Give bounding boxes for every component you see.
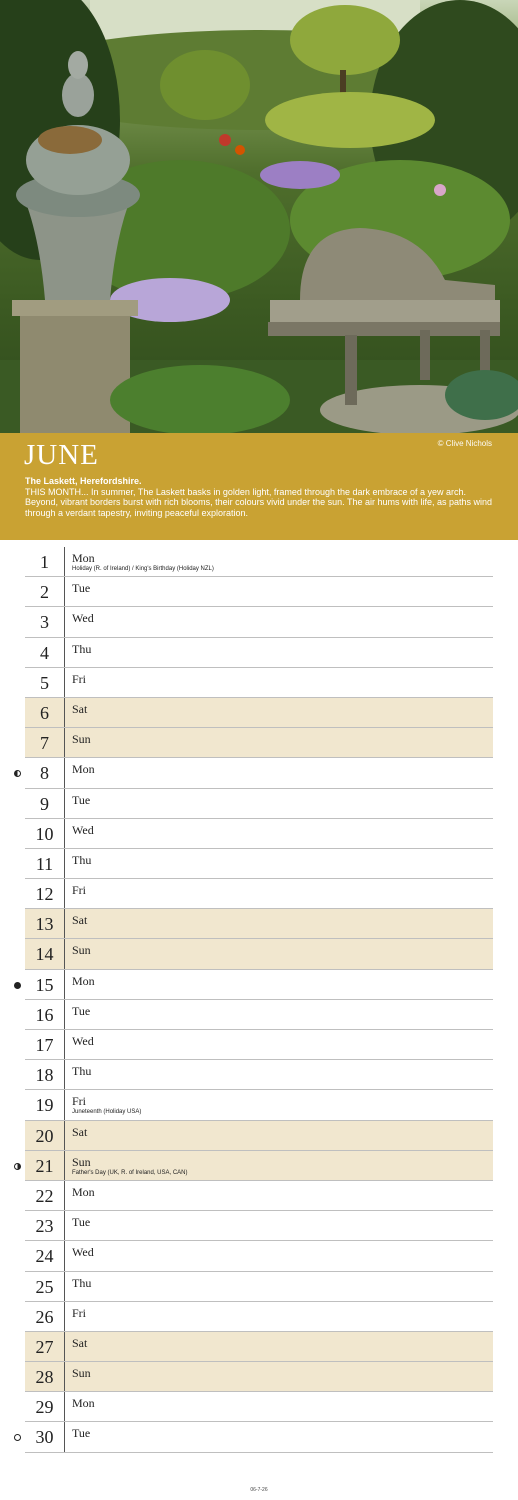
day-number: 3 — [40, 612, 49, 633]
row-divider — [64, 728, 65, 757]
day-row — [25, 879, 493, 909]
day-number: 6 — [40, 702, 49, 723]
day-number: 23 — [35, 1216, 54, 1237]
weekday-label: Mon — [72, 762, 95, 777]
day-row — [25, 758, 493, 788]
day-row — [25, 607, 493, 637]
day-number: 11 — [35, 853, 54, 874]
caption-title: The Laskett, Herefordshire. — [25, 476, 142, 486]
row-divider — [64, 1392, 65, 1421]
day-row — [25, 789, 493, 819]
day-row — [25, 1060, 493, 1090]
day-number: 13 — [35, 914, 54, 935]
full-moon-icon — [14, 982, 21, 989]
day-row — [25, 638, 493, 668]
row-divider — [64, 819, 65, 848]
weekday-label: Sun — [72, 943, 91, 958]
day-number: 15 — [35, 974, 54, 995]
row-divider — [64, 970, 65, 999]
row-divider — [64, 849, 65, 878]
day-row — [25, 1211, 493, 1241]
last-moon-icon — [14, 770, 21, 777]
row-divider — [64, 1272, 65, 1301]
weekday-label: Sat — [72, 1124, 88, 1139]
day-number: 30 — [35, 1427, 54, 1448]
day-number: 24 — [35, 1246, 54, 1267]
row-divider — [64, 1362, 65, 1391]
weekday-label: Tue — [72, 1426, 91, 1441]
weekday-label: Mon — [72, 1184, 95, 1199]
day-row — [25, 1392, 493, 1422]
row-divider — [64, 638, 65, 667]
weekday-label: Tue — [72, 1215, 91, 1230]
row-divider — [64, 789, 65, 818]
day-number: 10 — [35, 823, 54, 844]
day-number: 7 — [40, 733, 49, 754]
day-number: 12 — [35, 884, 54, 905]
day-number: 14 — [35, 944, 54, 965]
weekday-label: Thu — [72, 1275, 92, 1290]
row-divider — [64, 1241, 65, 1270]
row-divider — [64, 668, 65, 697]
day-row — [25, 577, 493, 607]
weekday-label: Thu — [72, 1064, 92, 1079]
day-row — [25, 849, 493, 879]
day-row — [25, 728, 493, 758]
day-number: 9 — [40, 793, 49, 814]
weekday-label: Tue — [72, 581, 91, 596]
weekday-label: Mon — [72, 1396, 95, 1411]
day-row — [25, 1362, 493, 1392]
weekday-label: Tue — [72, 1003, 91, 1018]
day-number: 16 — [35, 1004, 54, 1025]
day-number: 28 — [35, 1367, 54, 1388]
day-row — [25, 819, 493, 849]
weekday-label: Sat — [72, 913, 88, 928]
weekday-label: Thu — [72, 852, 92, 867]
weekday-label: Fri — [72, 1305, 87, 1320]
weekday-label: Mon — [72, 551, 95, 565]
day-row — [25, 1000, 493, 1030]
day-number: 27 — [35, 1336, 54, 1357]
day-row — [25, 1302, 493, 1332]
weekday-label: Sat — [72, 701, 88, 716]
caption-body: THIS MONTH... In summer, The Laskett basks in golden light, framed through the dark embrace of a yew arch. Beyond, vibrant borders burst with rich blooms, their colours vivid under the sun. The air hums with life, as paths wind through a verdant tapestry, inviting peaceful exploration. — [25, 487, 493, 518]
day-number: 4 — [40, 642, 49, 663]
day-number: 8 — [40, 763, 49, 784]
day-row — [25, 1090, 493, 1120]
row-divider — [64, 1181, 65, 1210]
weekday-label: Wed — [72, 822, 94, 837]
row-divider — [64, 1000, 65, 1029]
weekday-label: Sat — [72, 1335, 88, 1350]
day-row — [25, 1121, 493, 1151]
row-divider — [64, 939, 65, 968]
first-moon-icon — [14, 1163, 21, 1170]
product-code: 06-7-26 — [250, 1487, 268, 1493]
row-divider — [64, 607, 65, 636]
day-row — [25, 698, 493, 728]
day-row — [25, 1422, 493, 1452]
day-row — [25, 1332, 493, 1362]
photo-credit: © Clive Nichols — [437, 439, 492, 448]
row-divider — [64, 1090, 65, 1119]
holiday-note: Father's Day (UK, R. of Ireland, USA, CAN) — [72, 1169, 188, 1176]
day-number: 22 — [35, 1185, 54, 1206]
weekday-label: Wed — [72, 1034, 94, 1048]
day-number: 1 — [40, 552, 49, 572]
month-title: JUNE — [24, 439, 99, 471]
row-divider — [64, 909, 65, 938]
row-divider — [64, 1060, 65, 1089]
weekday-label: Fri — [72, 883, 87, 898]
day-number: 19 — [35, 1095, 54, 1116]
day-number: 25 — [35, 1276, 54, 1297]
row-divider — [64, 1211, 65, 1240]
day-row — [25, 547, 493, 577]
row-divider — [64, 1422, 65, 1451]
weekday-label: Sun — [72, 1366, 91, 1381]
day-number: 20 — [35, 1125, 54, 1146]
day-number: 26 — [35, 1306, 54, 1327]
day-list — [25, 547, 493, 1453]
new-moon-icon — [14, 1434, 21, 1441]
weekday-label: Thu — [72, 641, 92, 656]
day-row — [25, 1272, 493, 1302]
weekday-label: Sun — [72, 1154, 91, 1169]
day-row — [25, 1241, 493, 1271]
day-number: 2 — [40, 582, 49, 603]
day-number: 29 — [35, 1397, 54, 1418]
row-divider — [64, 1332, 65, 1361]
weekday-label: Mon — [72, 973, 95, 988]
row-divider — [64, 758, 65, 787]
holiday-note: Holiday (R. of Ireland) / King's Birthday (Holiday NZL) — [72, 566, 214, 572]
row-divider — [64, 879, 65, 908]
row-divider — [64, 1302, 65, 1331]
garden-illustration — [0, 0, 518, 433]
day-row — [25, 1030, 493, 1060]
day-row — [25, 668, 493, 698]
weekday-label: Wed — [72, 611, 94, 626]
day-number: 21 — [35, 1155, 54, 1176]
weekday-label: Fri — [72, 671, 87, 686]
weekday-label: Sun — [72, 732, 91, 747]
weekday-label: Wed — [72, 1245, 94, 1260]
row-divider — [64, 698, 65, 727]
day-row — [25, 909, 493, 939]
row-divider — [64, 1030, 65, 1059]
day-row — [25, 970, 493, 1000]
row-divider — [64, 547, 65, 576]
day-row — [25, 939, 493, 969]
day-number: 17 — [35, 1035, 54, 1055]
row-divider — [64, 1151, 65, 1180]
row-divider — [64, 1121, 65, 1150]
weekday-label: Fri — [72, 1094, 87, 1109]
day-number: 5 — [40, 672, 49, 693]
garden-photo — [0, 0, 518, 433]
day-number: 18 — [35, 1065, 54, 1086]
holiday-note: Juneteenth (Holiday USA) — [72, 1109, 142, 1116]
row-divider — [64, 577, 65, 606]
day-row — [25, 1181, 493, 1211]
day-row — [25, 1151, 493, 1181]
month-banner — [0, 433, 518, 540]
weekday-label: Tue — [72, 792, 91, 807]
